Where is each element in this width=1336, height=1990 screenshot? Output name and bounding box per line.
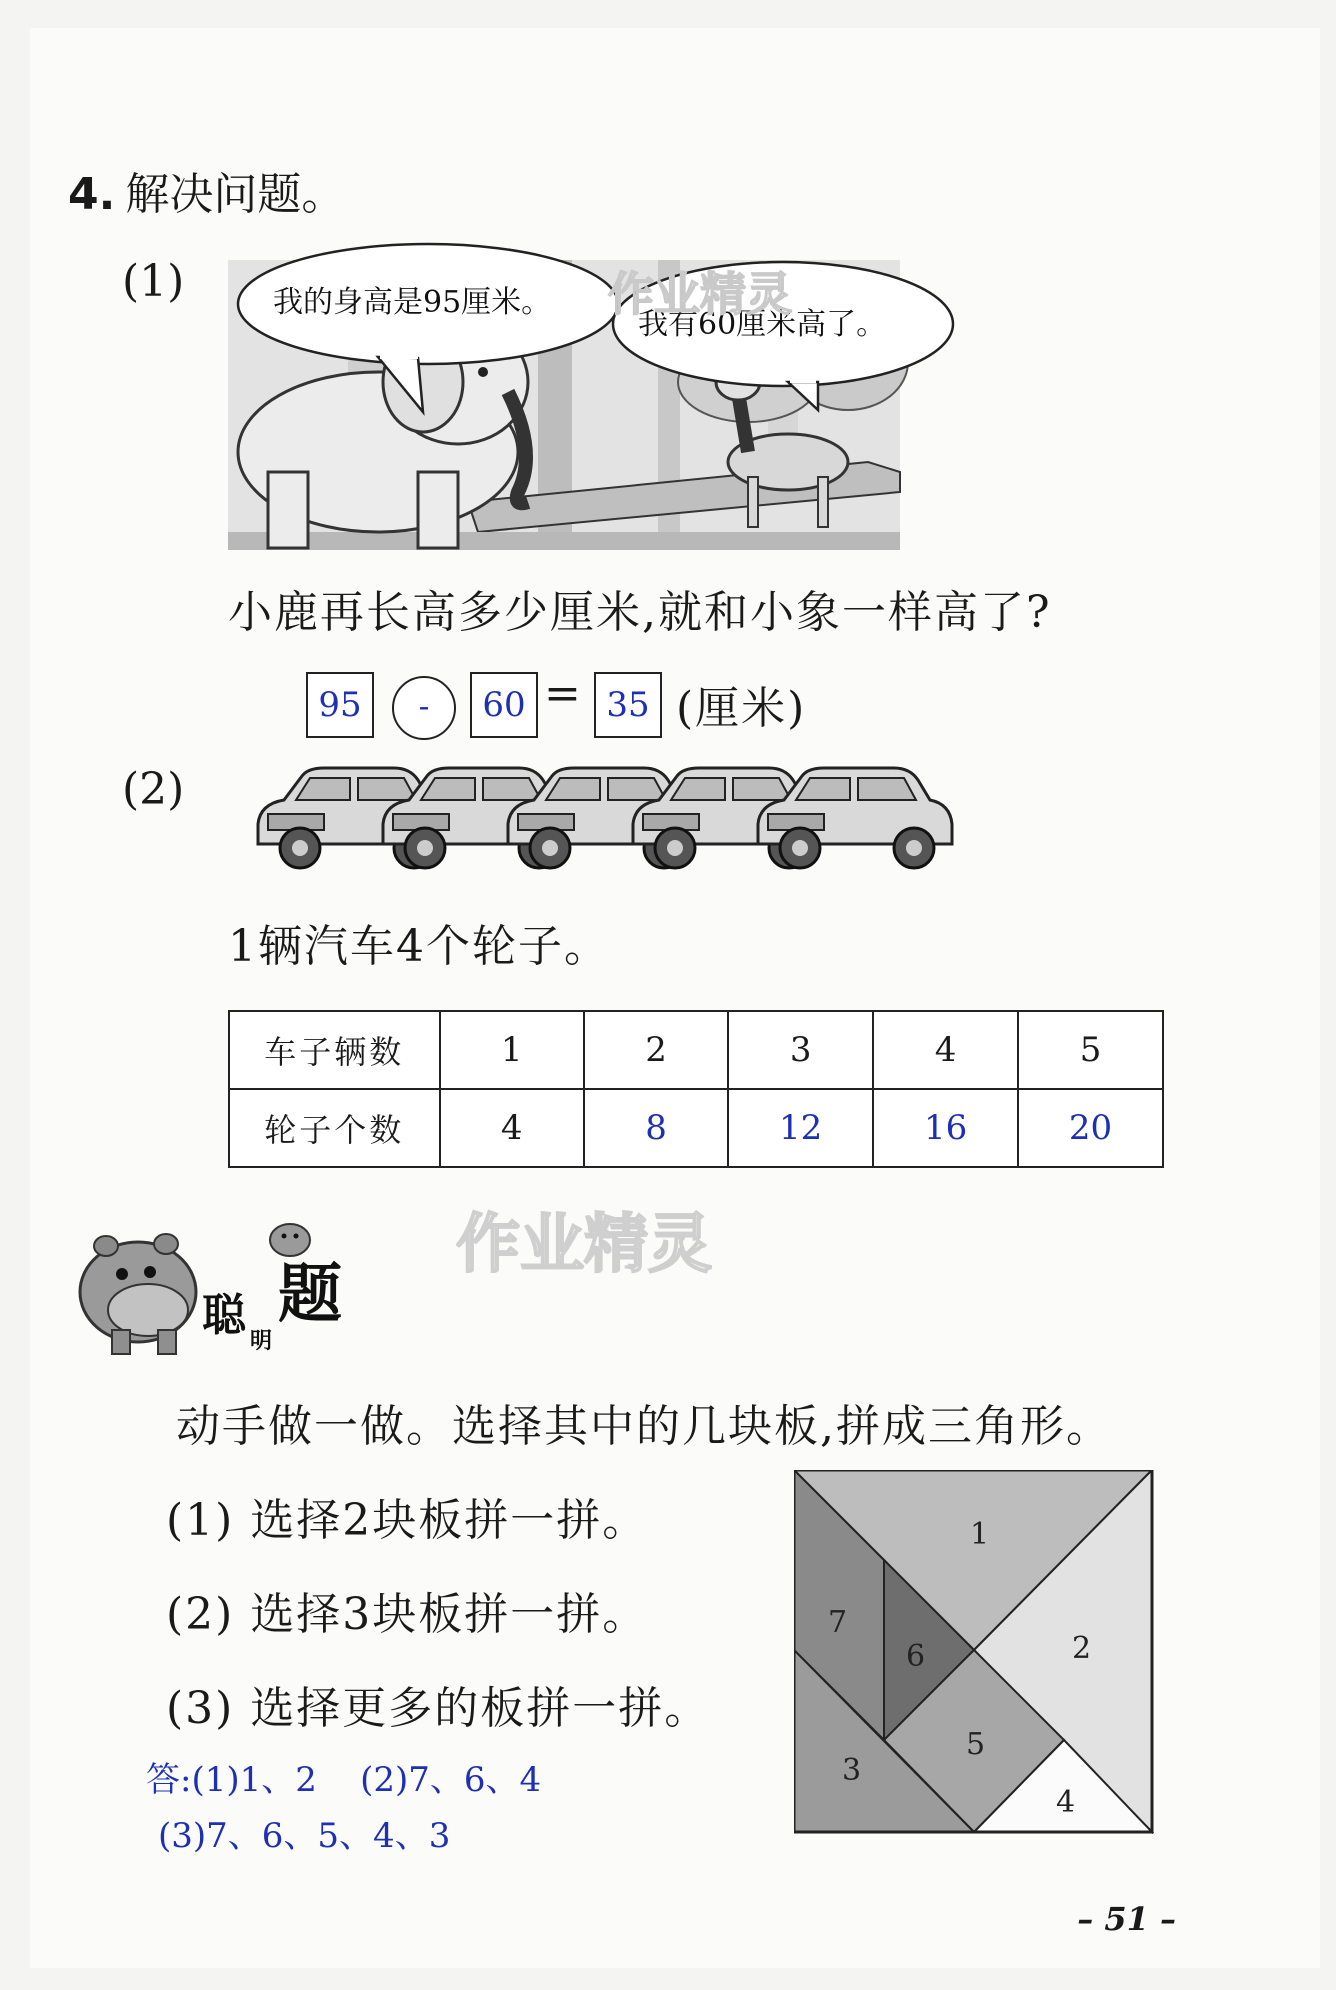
part1-label: (1) <box>122 256 185 307</box>
small-hippo-icon <box>270 1224 310 1256</box>
tangram-figure <box>794 1470 1154 1834</box>
table-cell: 1 <box>440 1011 584 1089</box>
clever-item-3: (3) 选择更多的板拼一拼。 <box>166 1683 711 1734</box>
equation-box-b[interactable]: 60 <box>470 672 538 738</box>
tangram-label-2: 2 <box>1072 1631 1092 1666</box>
page-number: – 51 – <box>1077 1900 1176 1938</box>
table-row <box>229 1089 1163 1167</box>
hippo-icon <box>80 1234 196 1354</box>
equals-sign: = <box>544 668 581 719</box>
badge-char-3: 题 <box>278 1258 342 1332</box>
equation-unit: (厘米) <box>676 683 807 734</box>
table-cell-answer[interactable]: 8 <box>584 1089 728 1167</box>
table-cell: 4 <box>440 1089 584 1167</box>
watermark-text-top: 作业精灵 <box>608 267 792 321</box>
tangram-label-4: 4 <box>1056 1785 1076 1820</box>
table-cell: 3 <box>728 1011 873 1089</box>
watermark <box>456 1200 756 1290</box>
clever-item-1: (1) 选择2块板拼一拼。 <box>166 1495 649 1546</box>
part2-label: (2) <box>122 764 185 815</box>
tangram-label-1: 1 <box>970 1517 990 1552</box>
equation-box-a[interactable]: 95 <box>306 672 374 738</box>
badge-char-2: 明 <box>250 1329 273 1354</box>
watermark-text: 作业精灵 <box>456 1208 712 1282</box>
clever-instruction: 动手做一做。选择其中的几块板,拼成三角形。 <box>176 1401 1112 1452</box>
elephant-deer-illustration <box>228 232 1228 562</box>
clever-question-badge <box>66 1210 386 1360</box>
table-cell-answer[interactable]: 20 <box>1018 1089 1163 1167</box>
deer-speech: 我有60厘米高了。 <box>638 307 887 342</box>
question-number: 4. <box>68 169 116 220</box>
question-text: 解决问题。 <box>125 169 346 220</box>
answer-line-1: 答:(1)1、2 (2)7、6、4 <box>146 1760 542 1800</box>
part1-question: 小鹿再长高多少厘米,就和小象一样高了? <box>228 587 1052 638</box>
table-cell: 4 <box>873 1011 1018 1089</box>
wheels-table <box>228 1010 1164 1168</box>
question-title <box>68 158 345 222</box>
table-cell: 5 <box>1018 1011 1163 1089</box>
table-cell: 2 <box>584 1011 728 1089</box>
table-row-head: 轮子个数 <box>229 1089 440 1167</box>
part2-fact: 1辆汽车4个轮子。 <box>228 921 610 972</box>
elephant-speech: 我的身高是95厘米。 <box>273 285 552 320</box>
tangram-label-3: 3 <box>842 1753 862 1788</box>
badge-char-1: 聪 <box>202 1290 246 1341</box>
table-row <box>229 1011 1163 1089</box>
table-row-head: 车子辆数 <box>229 1011 440 1089</box>
table-cell-answer[interactable]: 12 <box>728 1089 873 1167</box>
equation-operator-circle[interactable]: - <box>392 676 456 740</box>
tangram-label-5: 5 <box>966 1727 986 1762</box>
tangram-label-6: 6 <box>906 1639 926 1674</box>
answer-line-2: (3)7、6、5、4、3 <box>158 1816 451 1856</box>
table-cell-answer[interactable]: 16 <box>873 1089 1018 1167</box>
cars-illustration <box>254 764 984 874</box>
tangram-label-7: 7 <box>828 1605 848 1640</box>
equation-box-result[interactable]: 35 <box>594 672 662 738</box>
clever-item-2: (2) 选择3块板拼一拼。 <box>166 1589 649 1640</box>
